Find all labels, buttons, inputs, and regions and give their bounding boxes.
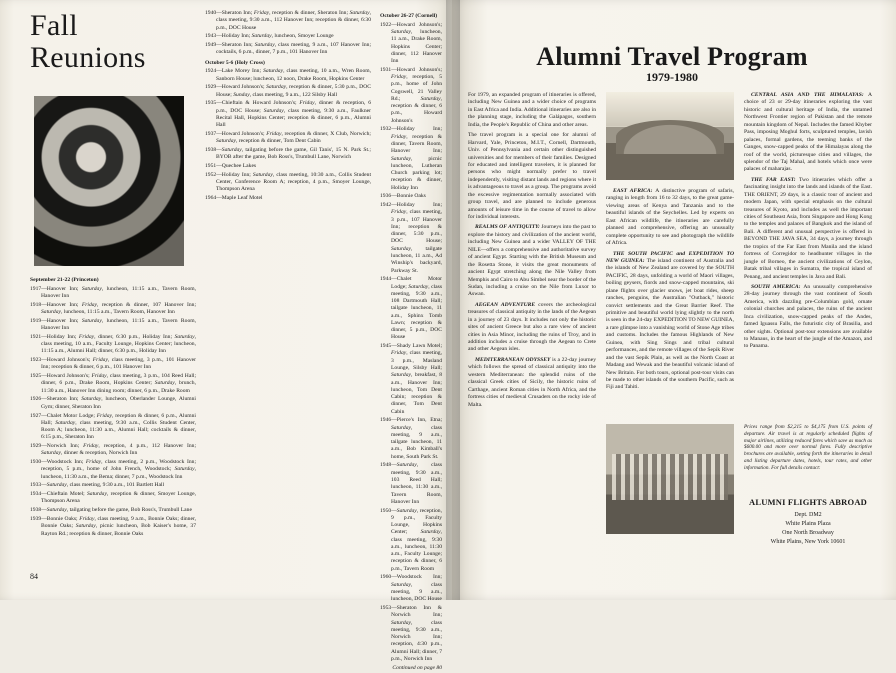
reunion-photo bbox=[34, 96, 184, 266]
travel-section: MEDITERRANEAN ODYSSEY is a 22-day journey which follows the spread of classical antiquity into the western Mediterranean: the splendid ruins of the classical Greek cities of Sicily, the historic ruins of Carthage, ancient Roman cities in North Africa, and the fortress cities of medieval Crusaders on the rocky isle of Malta. bbox=[468, 356, 596, 408]
col2-heading: October 26-27 (Cornell) bbox=[380, 13, 438, 19]
reunion-entry: 1949—Sheraton Inn; Saturday, class meeting, 9 a.m., 107 Hanover Inn; cocktails, 6 p.m., dinner, 7 p.m., 101 Hanover Inn bbox=[205, 42, 371, 56]
reunion-entry: 1948—Saturday, class meeting, 9:30 a.m., 103 Reed Hall; luncheon, 11:30 a.m., Tavern Room, Hanover Inn bbox=[380, 462, 442, 505]
reunion-entry: 1918—Hanover Inn; Friday, reception & dinner, 107 Hanover Inn; Saturday, luncheon, 11:15 a.m., Tavern Room, Hanover Inn bbox=[30, 301, 196, 316]
travel-section-head: THE FAR EAST: bbox=[751, 176, 796, 183]
col1sec-heading: October 5-6 (Holy Cross) bbox=[205, 59, 265, 66]
reunion-entry: 1919—Hanover Inn; Saturday, luncheon, 11:15 a.m., Tavern Room, Hanover Inn bbox=[30, 317, 196, 332]
travel-column-two bbox=[606, 188, 734, 395]
travel-section: SOUTH AMERICA: An unusually comprehensive 28-day journey through the vast continent of South America, with dazzling pre-Columbian gold, ornate colonial churches and palaces, the ruins of the ancient Inca civilization, snow-capped peaks of the Andes, famed Iguassu Falls, the futuristic city of Brasilia, and other sights. Optional post-tour extensions are available to Manaus, in the heart of the jungle of the Amazon, and to Panama. bbox=[744, 283, 872, 350]
flights-line-2: White Plains Plaza bbox=[785, 520, 831, 527]
travel-section-head: SOUTH AMERICA: bbox=[751, 283, 801, 290]
travel-section-head: EAST AFRICA: bbox=[613, 188, 653, 194]
reunion-entry: 1960—Woodstock Inn; Saturday, class meeting, 9 a.m., luncheon, DOC House bbox=[380, 574, 442, 603]
column-one bbox=[30, 274, 196, 539]
travel-section-head: AEGEAN ADVENTURE bbox=[475, 301, 536, 308]
reunion-entry: 1933—Saturday, class meeting, 9:30 a.m., 101 Bartlett Hall bbox=[30, 482, 165, 489]
travel-section-head: CENTRAL ASIA AND THE HIMALAYAS: bbox=[751, 92, 864, 98]
travel-section-head: REALMS OF ANTIQUITY: bbox=[475, 224, 540, 231]
flights-line-4: White Plains, New York 10601 bbox=[770, 538, 846, 545]
travel-paragraph: The travel program is a special one for alumni of Harvard, Yale, Princeton, M.I.T., Cornell, Dartmouth, Univ. of Pennsylvania and certain other distinguished universities and for members of their families. Designed for educated and intelligent travelers, it is planned for persons who might normally prefer to travel independently, visiting distant lands and regions where it is advantageous to travel as a group. The programs avoid the excessive regimentation normally associated with group travel, and are planned to include generous amounts of leisure time in the course of travel to allow for individual interests. bbox=[468, 132, 596, 220]
reunion-entry: 1924—Lake Morey Inn; Saturday, class meeting, 10 a.m., Wren Room, Sanborn House; luncheon, 12 noon, Drake Room, Hopkins Center bbox=[205, 68, 371, 82]
alumni-flights-block bbox=[744, 496, 872, 547]
page-gutter bbox=[446, 0, 460, 600]
reunion-entry: 1964—Maple Leaf Motel bbox=[205, 195, 263, 202]
column-three bbox=[380, 10, 442, 673]
reunion-entry: 1945—Shady Lawn Motel; Friday, class meeting, 3 p.m., Masland Lounge, Silsby Hall; Saturday, breakfast, 8 a.m., Hanover Inn; luncheon, Tom Dent Cabin; reception & dinner, Tom Dent Cabin bbox=[380, 343, 442, 415]
travel-column-three bbox=[744, 92, 872, 354]
reunion-entry: 1951—Quechee Lakes bbox=[205, 163, 257, 170]
column-two bbox=[205, 10, 371, 204]
travel-section: REALMS OF ANTIQUITY: Journeys into the past to explore the history and civilization of the ancient world, including New Guinea and a wider VALLEY OF THE NILE—offers a comprehensive and authoritative survey of ancient Egypt. Starting with the British Museum and the Rosetta Stone, it visits the great monuments of ancient Egypt stretching along the Nile Valley from Memphis and Cairo to Abu Simbel near the border of the Sudan, including a cruise on the Nile from Luxor to Aswan. bbox=[468, 224, 596, 298]
reunion-entry: 1932—Holiday Inn; Friday, reception & dinner, Tavern Room, Hanover Inn; Saturday, picnic luncheon, Lutheran Church parking lot; reception & dinner, Holiday Inn bbox=[380, 126, 442, 191]
page-title bbox=[30, 10, 200, 75]
reunion-entry: 1925—Howard Johnson's; Friday, class meeting, 3 p.m., 104 Reed Hall; dinner, 6 p.m., Drake Room, Hopkins Center; Saturday, brunch, 11:30 a.m., Hanover Inn dining room; dinner, 6 p.m., Drake Room bbox=[30, 373, 196, 394]
reunion-entry: 1938—Saturday, tailgating before the game, Gil Tanis', 15 N. Park St.; BYOB after the game, Bob Ross's, Trumbull Lane, Norwich bbox=[205, 147, 371, 161]
reunion-entry: 1937—Howard Johnson's; Friday, reception & dinner, X Club, Norwich; Saturday, reception & dinner, Tom Dent Cabin bbox=[205, 130, 371, 145]
reunion-entry: 1922—Howard Johnson's; Saturday, luncheon, 11 a.m., Drake Room, Hopkins Center; dinner, 112 Hanover Inn bbox=[380, 21, 442, 65]
reunion-entry: 1931—Howard Johnson's; Friday, reception, 5 p.m., home of John Cogswell, 21 Valley Rd.; Saturday, reception & dinner, 6 p.m., Howard Johnson's bbox=[380, 66, 442, 124]
travel-section: AEGEAN ADVENTURE covers the archeological treasures of classical antiquity in the lands of the Aegean in a journey of 23 days. It includes not only the historic sites of ancient Greece but also a rare view of ancient cities in Asia Minor, including the ruins of Troy, and in addition includes a cruise through the Aegean to Crete and other Aegean isles. bbox=[468, 301, 596, 353]
col1-heading: September 21-22 (Princeton) bbox=[30, 277, 99, 283]
title-line-2: Reunions bbox=[30, 41, 146, 75]
reunion-entry: 1935—Chieftain & Howard Johnson's; Friday, dinner & reception, 6 p.m., DOC House; Saturday, class meeting, 9:30 a.m., Faulkner Recital Hall, Hopkins Center; reception & dinner, 6 p.m., Alumni Hall bbox=[205, 100, 372, 129]
travel-photo-temple bbox=[606, 424, 734, 534]
reunion-entry: 1921—Holiday Inn; Friday, dinner, 6:30 p.m., Holiday Inn; Saturday, class meeting, 10 a.m., Faculty Lounge, Hopkins Center; luncheon, 11:15 a.m., Alumni Hall; dinner, 6:30 p.m., Holiday Inn bbox=[30, 333, 196, 355]
travel-section-head: THE SOUTH PACIFIC and EXPEDITION TO NEW GUINEA: bbox=[606, 250, 734, 264]
reunion-entry: 1938—Saturday, tailgating before the game, Bob Ross's, Trumbull Lane bbox=[30, 507, 192, 514]
reunion-entry: 1942—Holiday Inn; Friday, class meeting, 3 p.m., 107 Hanover Inn; reception & dinner, 5:30 p.m., DOC House; Saturday, tailgate luncheon, 11 a.m., Ad Winship's backyard, Parkway St. bbox=[380, 202, 442, 274]
reunion-entry: 1946—Pierce's Inn, Etna; Saturday, class meeting, 9 a.m., tailgate luncheon, 11 a.m., Bob Kimball's home, South Park St. bbox=[380, 417, 442, 460]
travel-section: EAST AFRICA: A distinctive program of safaris, ranging in length from 16 to 32 days, to the great game-viewing areas of Kenya and Tanzania and to the beautiful islands of the Seychelles. Led by experts on East African wildlife, the itineraries are carefully planned and comprehensive, offering an unusually complete opportunity to see and photograph the wildlife of Africa. bbox=[606, 188, 734, 247]
travel-program-years: 1979-1980 bbox=[646, 70, 698, 84]
reunion-entry: 1950—Saturday, reception, 9 p.m., Faculty Lounge, Hopkins Center; Saturday, class meeting, 9:30 a.m., luncheon, 11:30 a.m., Faculty Lounge; reception & dinner, 6 p.m., Tavern Room bbox=[380, 507, 442, 572]
reunion-entry: 1917—Hanover Inn; Saturday, luncheon, 11:15 a.m., Tavern Room, Hanover Inn bbox=[30, 285, 196, 300]
reunion-entry: 1930—Woodstock Inn; Friday, class meeting, 2 p.m., Woodstock Inn; reception, 5 p.m., home of John French, Woodstock; Saturday, luncheon, 11:30 a.m., the Bema; dinner, 7 p.m., Woodstock Inn bbox=[30, 459, 196, 480]
reunion-entry: 1943—Holiday Inn; Saturday, luncheon, Smoyer Lounge bbox=[205, 33, 334, 40]
reunion-entry: 1923—Howard Johnson's; Friday, class meeting, 3 p.m., 101 Hanover Inn; reception & dinner, 6 p.m., 101 Hanover Inn bbox=[30, 357, 196, 371]
reunion-entry: 1934—Chieftain Motel; Saturday, reception & dinner, Smoyer Lounge, Thompson Arena bbox=[30, 491, 197, 505]
photo-hill bbox=[616, 120, 724, 154]
alumni-flights-heading: ALUMNI FLIGHTS ABROAD bbox=[748, 497, 868, 507]
travel-section-head: MEDITERRANEAN ODYSSEY bbox=[475, 356, 551, 363]
travel-section: THE SOUTH PACIFIC and EXPEDITION TO NEW GUINEA: The island continent of Australia and the islands of New Zealand are covered by the SOUTH PACIFIC, 28 days, unfolding a world of Maori villages, boiling geysers, fiords and snow-capped mountains, ski plane flights over glacier snows, jet boat rides, sheep ranches, penguins, the Australian "Outback," historic convict settlements and the Great Barrier Reef. The primitive and beautiful world lying slightly to the north is seen in the 24-day EXPEDITION TO NEW GUINEA, a rare glimpse into a vanishing world of Stone Age tribes and customs. Includes the famous Highlands of New Guinea, with Sing Sings and tribal cultural performances, and the remote villages of the Sepik River and the vast Sepik Plain, as well as the North Coast at Madang and Wewak and the beautiful volcanic island of New Britain. For both tours, optional post-tour visits can be made to other islands of the southern Pacific, such as Fiji and Tahiti. bbox=[606, 250, 734, 391]
reunion-entry: 1952—Holiday Inn; Saturday, class meeting, 10:30 a.m., Collis Student Center, Conference Room A; reception, 4 p.m., Smoyer Lounge, Thompson Arena bbox=[205, 171, 371, 193]
price-note: Prices range from $2,215 to $4,175 from U.S. points of departure. Air travel is at regularly scheduled flights of major airlines, utilizing reduced fares which save as much as $600.00 and more over normal fares. Fully descriptive brochures are available, setting forth the itineraries in detail and listing departure dates, hotels, tour rates, and other information. For full details contact: bbox=[744, 424, 872, 471]
travel-paragraph: For 1979, an expanded program of itineraries is offered, including New Guinea and a wider choice of programs in East Africa and India. Additional itineraries are also in the planning stage, including the Galápagos, southern India, the People's Republic of China and other areas. bbox=[468, 92, 596, 128]
reunion-entry: 1940—Sheraton Inn; Friday, reception & dinner, Sheraton Inn; Saturday, class meeting, 9:30 a.m., 112 Hanover Inn; reception & dinner, 6:30 p.m., DOC House bbox=[205, 10, 371, 31]
flights-line-3: One North Broadway bbox=[782, 529, 834, 536]
reunion-entry: 1926—Sheraton Inn; Saturday, luncheon, Oberlander Lounge, Alumni Gym; dinner, Sheraton Inn bbox=[30, 396, 196, 410]
travel-photo-landscape bbox=[606, 92, 734, 180]
title-line-1: Fall bbox=[30, 9, 78, 42]
reunion-entry: 1927—Chalet Motor Lodge; Friday, reception & dinner, 6 p.m., Alumni Hall; Saturday, class meeting, 9:30 a.m., Collis Student Center, Room A; luncheon, 11:30 a.m., Alumni Hall; cocktails & dinner, 6:15 p.m., Sheraton Inn bbox=[30, 412, 196, 441]
folio-number: 84 bbox=[30, 572, 38, 581]
reunion-entry: 1939—Bonnie Oaks; Friday, class meeting, 9 a.m., Bonnie Oaks; dinner, Bonnie Oaks; Saturday, picnic luncheon, Bob Kaiser's home, 37 Rayton Rd.; reception & dinner, Bonnie Oaks bbox=[30, 515, 196, 537]
continued-note: Continued on page 80 bbox=[392, 664, 442, 671]
reunion-entry: 1936—Bonnie Oaks bbox=[380, 193, 426, 200]
travel-column-one bbox=[468, 92, 596, 412]
reunion-entry: 1929—Norwich Inn; Friday, reception, 4 p.m., 112 Hanover Inn; Saturday, dinner & reception, Norwich Inn bbox=[30, 443, 196, 457]
temple-columns bbox=[612, 454, 728, 500]
travel-section: CENTRAL ASIA AND THE HIMALAYAS: A choice of 23 or 29-day itineraries exploring the vast historic and cultural heritage of India, the untamed Northwest Frontier region of Pakistan and the remote mountain kingdom of Nepal. Includes the famed Khyber Pass, imposing Moghul forts, sculptured temples, lavish palaces, formal gardens, the teeming banks of the Ganges, snow-capped peaks of the Himalayas along the roof of the world, picturesque cities and villages, the splendor of the Taj Mahal, and hotels which once were palaces of maharajas. bbox=[744, 92, 872, 173]
travel-section: THE FAR EAST: Two itineraries which offer a fascinating insight into the lands and islands of the East. THE ORIENT, 29 days, is a classic tour of ancient and modern Japan, with special emphasis on the cultural treasures of Kyoto, and includes as well the important cities of Southeast Asia, from Singapore and Hong Kong to the temples and palaces of Bangkok and the island of Bali. A different and unusual perspective is offered in BEYOND THE JAVA SEA, 34 days, a journey through the tropics of the Far East from Manila and the island fortress of Corregidor to headhunter villages in the jungle of Borneo, the ancient civilizations of Ceylon, Batak tribal villages in Sumatra, the tropical island of Penang, and ancient temples in Java and Bali. bbox=[744, 176, 872, 280]
travel-program-title: Alumni Travel Program bbox=[536, 42, 808, 71]
reunion-entry: 1953—Sheraton Inn & Norwich Inn; Saturday, class meeting, 9:30 a.m., Norwich Inn; reception, 4:30 p.m., Alumni Hall; dinner, 7 p.m., Norwich Inn bbox=[380, 604, 442, 662]
reunion-entry: 1944—Chalet Motor Lodge; Saturday, class meeting, 9:30 a.m., 108 Dartmouth Hall; tailgate luncheon, 11 a.m., Sphinx Tomb Lawn; reception & dinner, 5 p.m., DOC House bbox=[380, 276, 443, 341]
reunion-entry: 1929—Howard Johnson's; Saturday, reception & dinner, 5:30 p.m., DOC House; Sunday, class meeting, 9 a.m., 122 Silsby Hall bbox=[205, 84, 371, 98]
flights-line-1: Dept. DM2 bbox=[794, 511, 822, 518]
